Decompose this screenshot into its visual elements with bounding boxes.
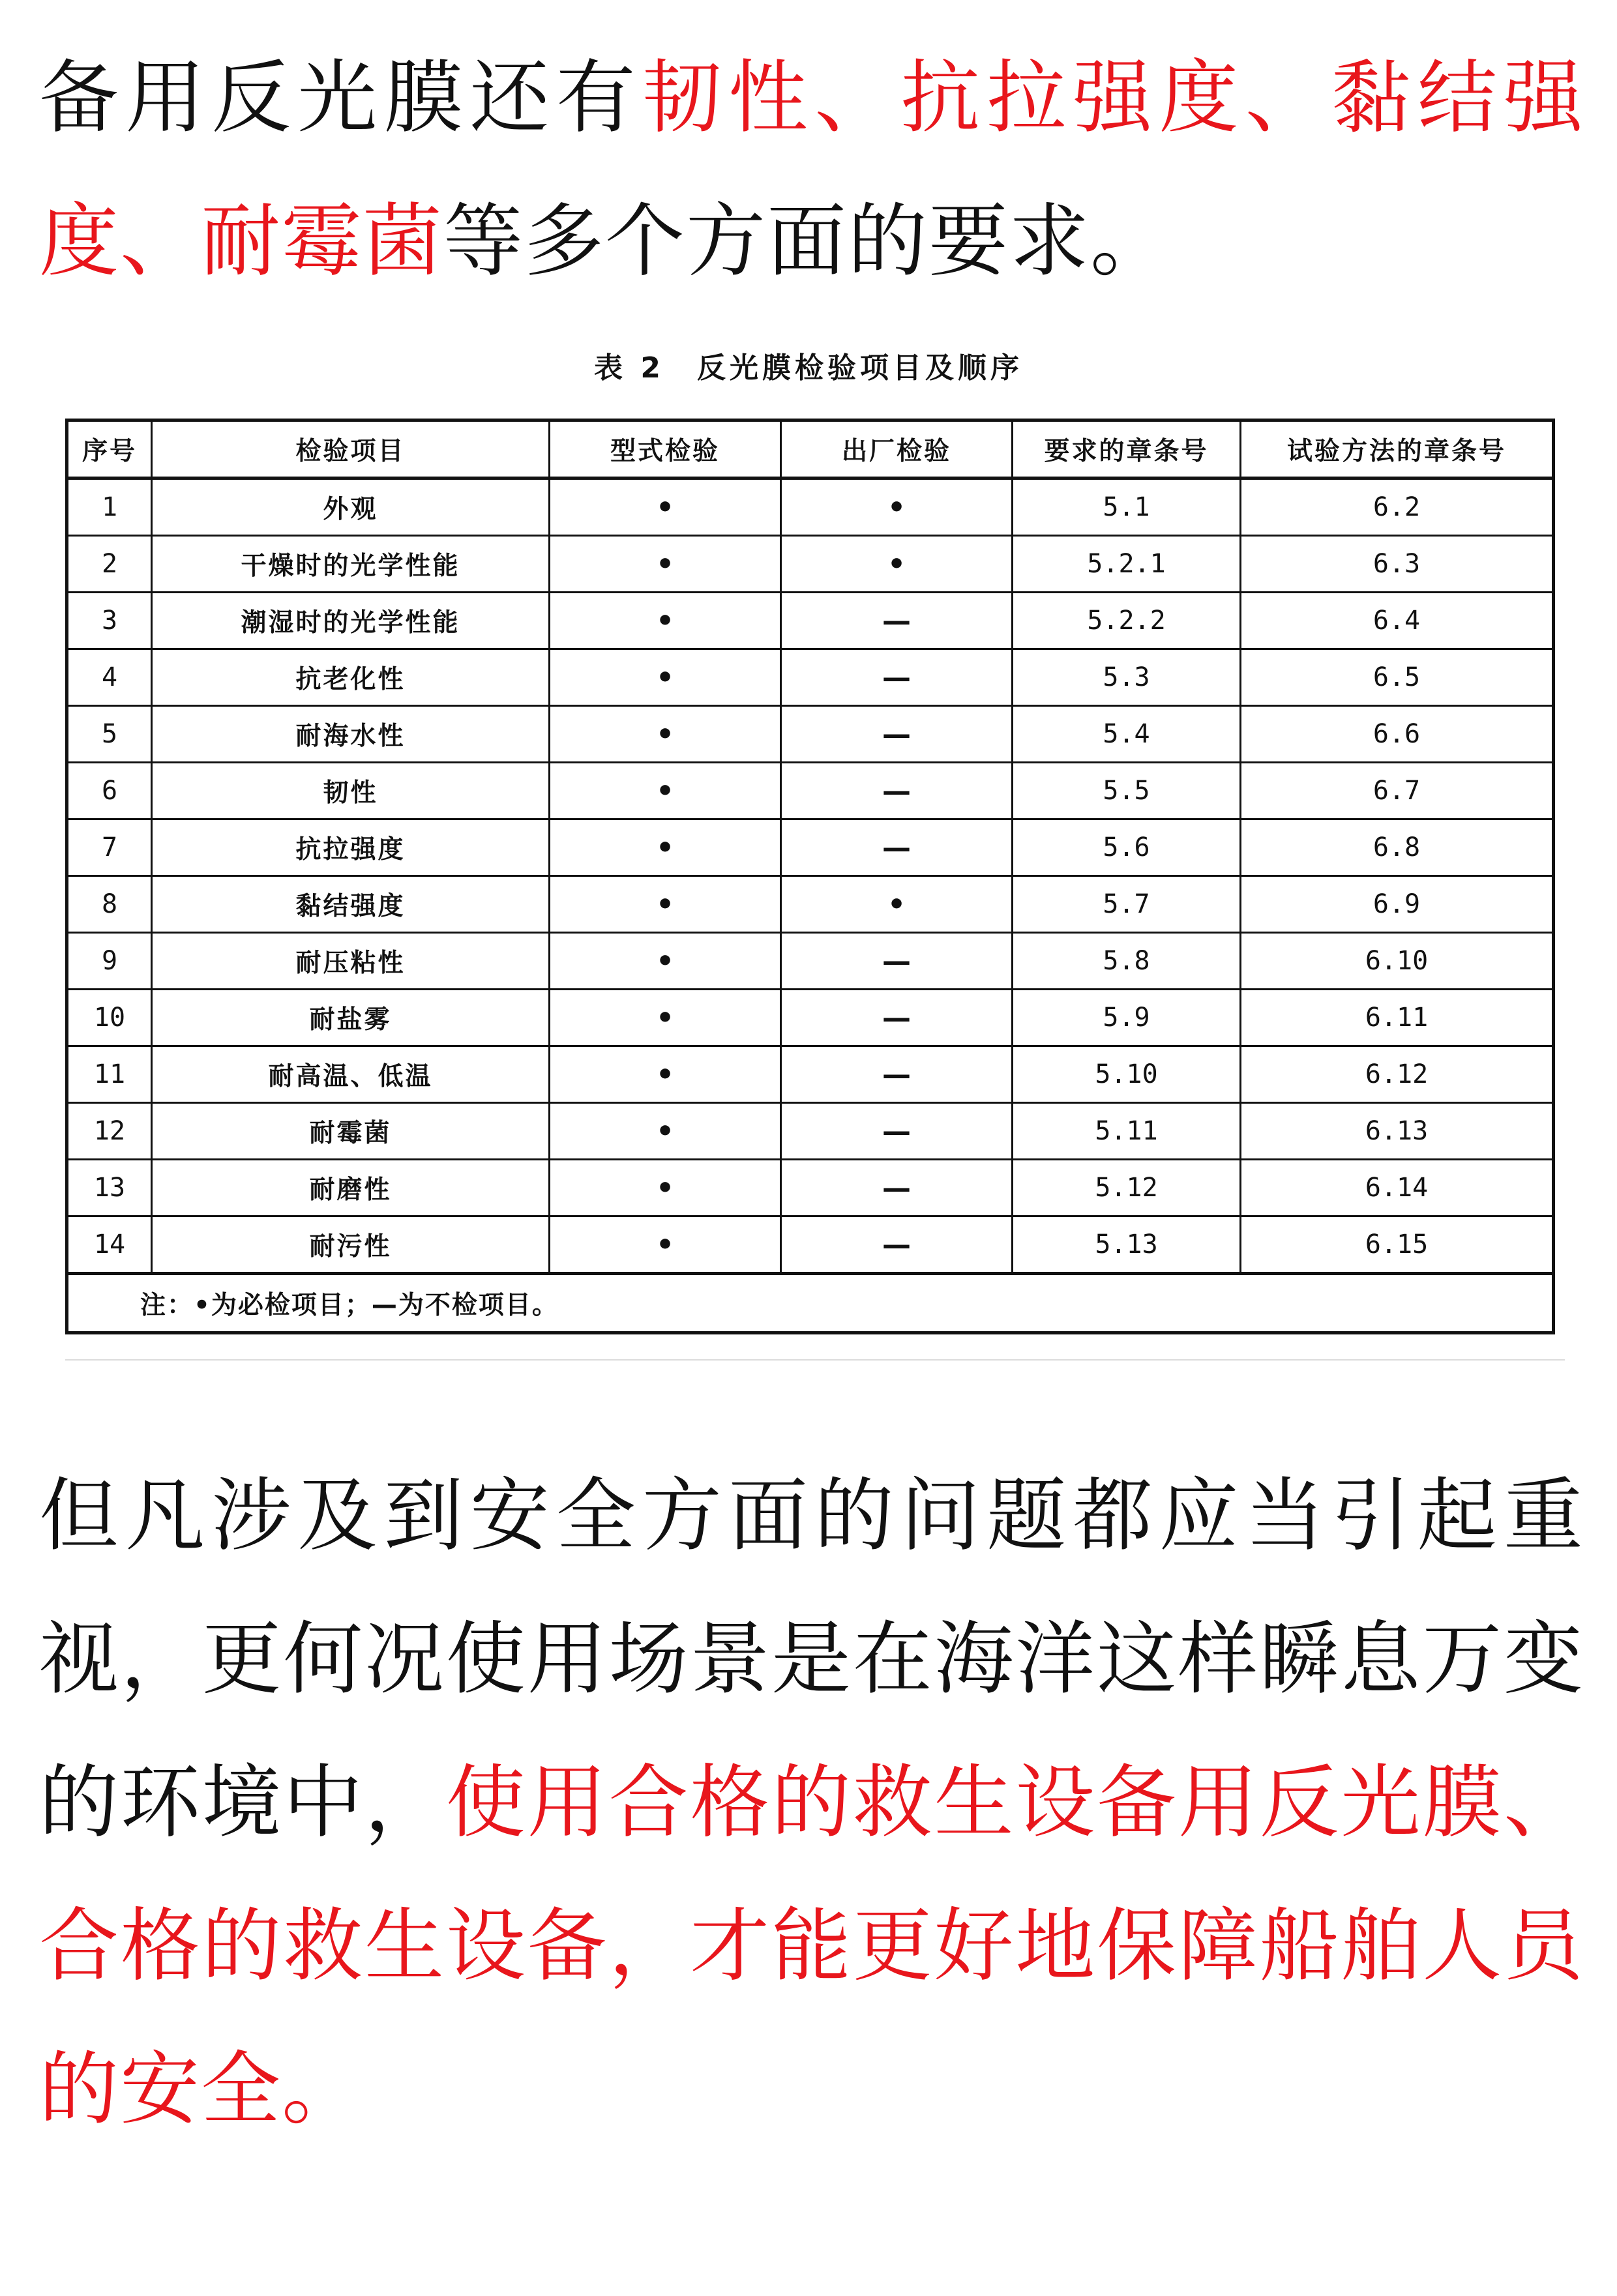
- cell-no: 10: [67, 990, 152, 1046]
- table-row: [67, 1046, 1554, 1103]
- cell-method-clause: 6.5: [1241, 649, 1554, 706]
- cell-method-clause: 6.6: [1241, 706, 1554, 763]
- cell-type-test: •: [550, 593, 781, 649]
- table-row: [67, 1160, 1554, 1216]
- cell-method-clause: 6.15: [1241, 1216, 1554, 1274]
- cell-method-clause: 6.12: [1241, 1046, 1554, 1103]
- cell-item: 耐高温、低温: [152, 1046, 550, 1103]
- cell-no: 12: [67, 1103, 152, 1160]
- cell-type-test: •: [550, 1046, 781, 1103]
- cell-factory-test: —: [781, 1216, 1013, 1274]
- cell-type-test: •: [550, 933, 781, 990]
- table-row: [67, 478, 1554, 536]
- cell-type-test: •: [550, 876, 781, 933]
- cell-requirement-clause: 5.2.2: [1013, 593, 1241, 649]
- table-row: [67, 876, 1554, 933]
- cell-item: 耐霉菌: [152, 1103, 550, 1160]
- cell-requirement-clause: 5.8: [1013, 933, 1241, 990]
- cell-factory-test: —: [781, 933, 1013, 990]
- cell-factory-test: —: [781, 763, 1013, 819]
- cell-item: 耐盐雾: [152, 990, 550, 1046]
- cell-factory-test: —: [781, 1103, 1013, 1160]
- cell-factory-test: —: [781, 649, 1013, 706]
- cell-no: 6: [67, 763, 152, 819]
- table-row: [67, 1103, 1554, 1160]
- cell-type-test: •: [550, 1103, 781, 1160]
- cell-method-clause: 6.13: [1241, 1103, 1554, 1160]
- cell-type-test: •: [550, 1160, 781, 1216]
- cell-no: 7: [67, 819, 152, 876]
- table-row: [67, 536, 1554, 593]
- cell-requirement-clause: 5.10: [1013, 1046, 1241, 1103]
- cell-type-test: •: [550, 649, 781, 706]
- cell-factory-test: —: [781, 1160, 1013, 1216]
- inspection-table: [65, 419, 1555, 1334]
- table-row: [67, 990, 1554, 1046]
- cell-requirement-clause: 5.12: [1013, 1160, 1241, 1216]
- cell-item: 黏结强度: [152, 876, 550, 933]
- cell-no: 3: [67, 593, 152, 649]
- cell-no: 5: [67, 706, 152, 763]
- table-body: [67, 478, 1554, 1274]
- cell-requirement-clause: 5.9: [1013, 990, 1241, 1046]
- cell-item: 耐海水性: [152, 706, 550, 763]
- cell-factory-test: •: [781, 536, 1013, 593]
- cell-method-clause: 6.4: [1241, 593, 1554, 649]
- cell-factory-test: —: [781, 706, 1013, 763]
- conclusion-text-highlight: 使用合格的救生设备用反光膜、合格的救生设备，才能更好地保障船舶人员的安全。: [39, 1756, 1585, 2136]
- cell-factory-test: •: [781, 876, 1013, 933]
- table-header-row: [67, 420, 1554, 478]
- cell-type-test: •: [550, 536, 781, 593]
- cell-requirement-clause: 5.2.1: [1013, 536, 1241, 593]
- cell-method-clause: 6.9: [1241, 876, 1554, 933]
- cell-requirement-clause: 5.13: [1013, 1216, 1241, 1274]
- cell-factory-test: —: [781, 593, 1013, 649]
- cell-type-test: •: [550, 819, 781, 876]
- cell-type-test: •: [550, 763, 781, 819]
- header-no: 序号: [67, 420, 152, 478]
- cell-no: 11: [67, 1046, 152, 1103]
- cell-requirement-clause: 5.5: [1013, 763, 1241, 819]
- cell-method-clause: 6.10: [1241, 933, 1554, 990]
- cell-item: 外观: [152, 478, 550, 536]
- table-caption: 表 2 反光膜检验项目及顺序: [594, 351, 1023, 385]
- cell-type-test: •: [550, 1216, 781, 1274]
- cell-requirement-clause: 5.11: [1013, 1103, 1241, 1160]
- cell-requirement-clause: 5.1: [1013, 478, 1241, 536]
- cell-factory-test: —: [781, 1046, 1013, 1103]
- cell-item: 抗拉强度: [152, 819, 550, 876]
- cell-requirement-clause: 5.4: [1013, 706, 1241, 763]
- cell-type-test: •: [550, 990, 781, 1046]
- cell-no: 2: [67, 536, 152, 593]
- table-row: [67, 649, 1554, 706]
- cell-no: 8: [67, 876, 152, 933]
- cell-method-clause: 6.14: [1241, 1160, 1554, 1216]
- table-row: [67, 763, 1554, 819]
- cell-requirement-clause: 5.6: [1013, 819, 1241, 876]
- cell-type-test: •: [550, 706, 781, 763]
- cell-no: 14: [67, 1216, 152, 1274]
- divider-line: [65, 1359, 1565, 1361]
- cell-method-clause: 6.7: [1241, 763, 1554, 819]
- cell-no: 4: [67, 649, 152, 706]
- header-type-test: 型式检验: [550, 420, 781, 478]
- table-row: [67, 593, 1554, 649]
- cell-factory-test: —: [781, 819, 1013, 876]
- cell-method-clause: 6.11: [1241, 990, 1554, 1046]
- cell-item: 耐压粘性: [152, 933, 550, 990]
- cell-requirement-clause: 5.7: [1013, 876, 1241, 933]
- cell-item: 耐污性: [152, 1216, 550, 1274]
- cell-item: 潮湿时的光学性能: [152, 593, 550, 649]
- cell-no: 13: [67, 1160, 152, 1216]
- intro-paragraph: [39, 26, 1584, 313]
- cell-method-clause: 6.2: [1241, 478, 1554, 536]
- cell-method-clause: 6.8: [1241, 819, 1554, 876]
- table-row: [67, 819, 1554, 876]
- cell-method-clause: 6.3: [1241, 536, 1554, 593]
- cell-item: 干燥时的光学性能: [152, 536, 550, 593]
- header-item: 检验项目: [152, 420, 550, 478]
- cell-no: 1: [67, 478, 152, 536]
- cell-factory-test: —: [781, 990, 1013, 1046]
- table-row: [67, 706, 1554, 763]
- intro-text-1: 备用反光膜还有: [39, 52, 642, 144]
- table-note-row: [67, 1274, 1554, 1333]
- table-row: [67, 933, 1554, 990]
- cell-item: 韧性: [152, 763, 550, 819]
- table-row: [67, 1216, 1554, 1274]
- header-requirement-clause: 要求的章条号: [1013, 420, 1241, 478]
- conclusion-paragraph: [39, 1444, 1584, 2161]
- cell-no: 9: [67, 933, 152, 990]
- table-note: 注：•为必检项目；—为不检项目。: [67, 1274, 1554, 1333]
- cell-requirement-clause: 5.3: [1013, 649, 1241, 706]
- cell-item: 抗老化性: [152, 649, 550, 706]
- cell-factory-test: •: [781, 478, 1013, 536]
- header-factory-test: 出厂检验: [781, 420, 1013, 478]
- spec-table-block: [65, 339, 1552, 1334]
- intro-text-2: 等多个方面的要求。: [443, 195, 1171, 287]
- intro-text-highlight: 韧性、抗拉强度、黏结强度、耐霉菌: [39, 52, 1585, 287]
- cell-type-test: •: [550, 478, 781, 536]
- conclusion-text-1: 但凡涉及到安全方面的问题都应当引起重视，更何况使用场景是在海洋这样瞬息万变的环境中，: [39, 1469, 1584, 1849]
- cell-item: 耐磨性: [152, 1160, 550, 1216]
- header-method-clause: 试验方法的章条号: [1241, 420, 1554, 478]
